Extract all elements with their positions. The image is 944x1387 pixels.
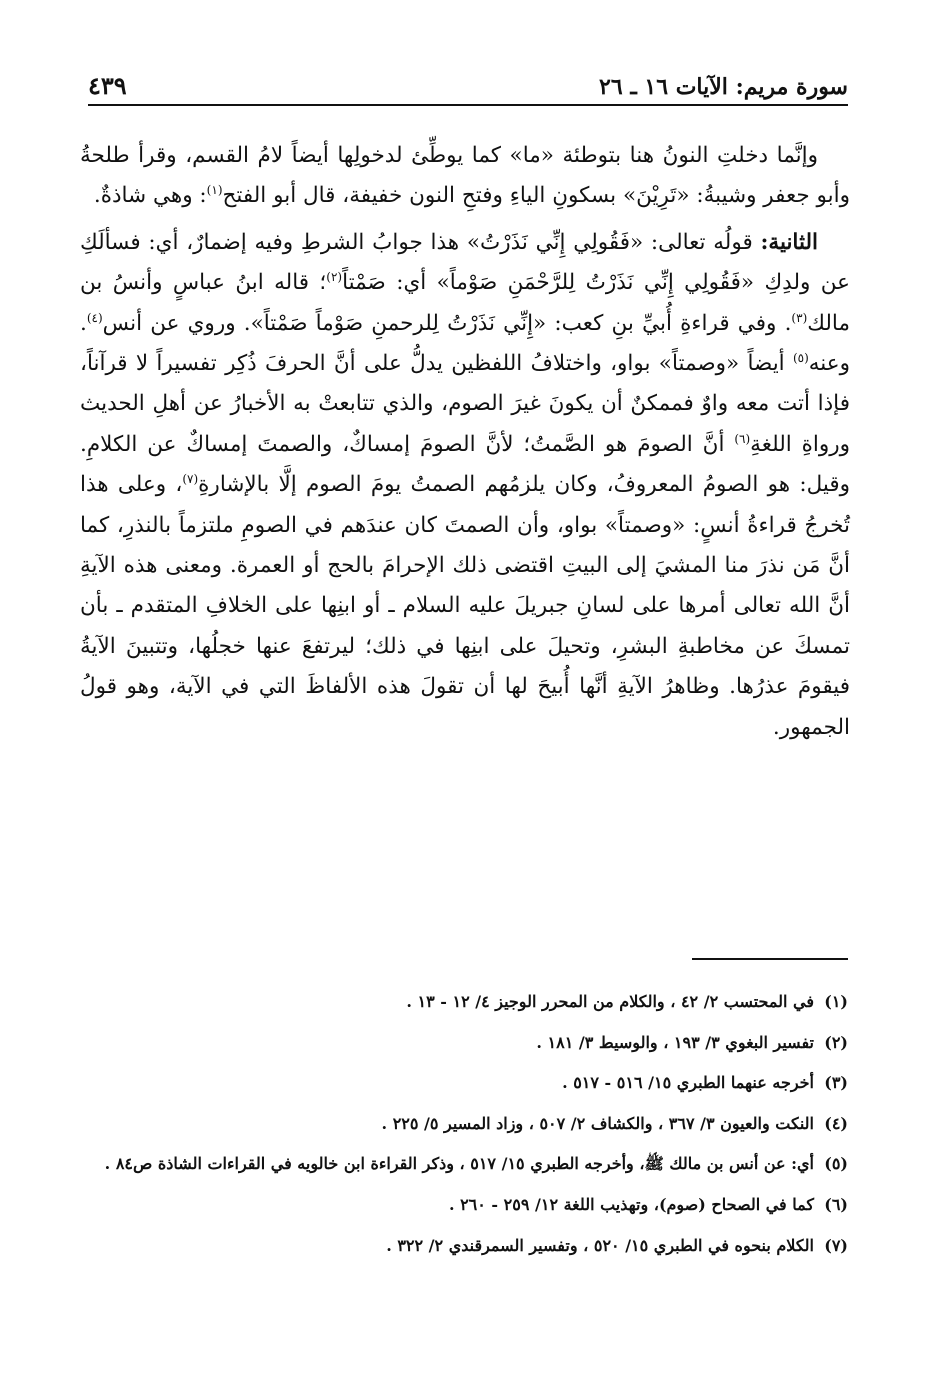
footnote-number: (٦) <box>824 1194 848 1214</box>
footnote-ref[interactable]: (٢) <box>326 270 343 285</box>
header-divider <box>88 104 848 106</box>
footnote-item <box>70 1148 848 1180</box>
footnote-ref[interactable]: (١) <box>206 183 223 198</box>
paragraph-1 <box>80 136 850 217</box>
paragraph-2 <box>80 223 850 748</box>
footnote-number: (٢) <box>824 1032 848 1052</box>
paragraph-text: أنَّ الصومَ هو الصَّمتُ؛ لأنَّ الصومَ إمساكٌ، والصمتَ إمساكٌ عن الكلامِ. وقيل: هو الصومُ المعروفُ، وكان يلزمُهم الصمتُ يومَ الصوم إلَّا بالإشارةِ <box>80 431 850 498</box>
paragraph-text: ؛ قاله ابنُ عباسٍ وأنسُ بن مالك <box>80 270 850 336</box>
footnote-text: أخرجه عنهما الطبري ١٥/ ٥١٦ - ٥١٧ . <box>562 1073 814 1093</box>
footnote-ref[interactable]: (٣) <box>791 310 808 325</box>
running-head: سورة مريم: الآيات ١٦ ـ ٢٦ <box>599 74 848 100</box>
footnote-text: في المحتسب ٢/ ٤٢ ، والكلام من المحرر الوجيز ٤/ ١٢ - ١٣ . <box>406 992 814 1011</box>
paragraph-text: : وهي شاذةٌ. <box>93 183 207 209</box>
footnote-text: النكت والعيون ٣/ ٣٦٧ ، والكشاف ٢/ ٥٠٧ ، وزاد المسير ٥/ ٢٢٥ . <box>381 1113 814 1133</box>
page-header <box>88 62 848 100</box>
footnote-item <box>70 1027 848 1059</box>
footnote-text: أي: عن أنس بن مالك ﷺ، وأخرجه الطبري ١٥/ ٥١٧ ، وذكر القراءة ابن خالويه في القراءات الشاذة ص٨٤ . <box>104 1154 814 1174</box>
footnote-ref[interactable]: (٤) <box>86 310 103 325</box>
footnote-ref[interactable]: (٧) <box>182 472 199 487</box>
paragraph-text: . وفي قراءةِ أُبيِّ بنِ كعب: «إِنِّي نَذَرْتُ لِلرحمنِ صَوْماً صَمْتاً». وروي عن أنس <box>102 310 792 336</box>
footnote-item <box>70 986 848 1018</box>
footnote-ref[interactable]: (٦) <box>734 431 751 446</box>
footnote-text: تفسير البغوي ٣/ ١٩٣ ، والوسيط ٣/ ١٨١ . <box>536 1032 814 1052</box>
footnote-number: (٧) <box>824 1235 848 1255</box>
paragraph-text: قولُه تعالى: «فَقُولِي إِنِّي نَذَرْتُ» هذا جوابُ الشرطِ وفيه إضمارٌ، أي: فسألَكِ عن ولدِكِ «فَقُولِي إِنِّي نَذَرْتُ لِلرَّحْمَنِ صَوْماً» أي: صَمْتاً <box>80 229 850 296</box>
footnote-text: كما في الصحاح (صوم)، وتهذيب اللغة ١٢/ ٢٥٩ - ٢٦٠ . <box>448 1194 814 1214</box>
paragraph-text: أيضاً «وصمتاً» بواو، واختلافُ اللفظين يدلُّ على أنَّ الحرفَ ذُكِر تفسيراً لا قرآناً، فإذا أتت معه واوٌ فممكنٌ أن يكونَ غيرَ الصوم، والذي تتابعتْ به الأخبارُ عن أهلِ الحديث ورواةِ اللغةِ <box>80 351 850 457</box>
footnote-item <box>70 1230 848 1262</box>
footnote-item <box>70 1108 848 1140</box>
paragraph-text: . وعنه <box>80 310 850 377</box>
footnotes <box>70 986 848 1270</box>
footnote-number: (٥) <box>824 1154 848 1174</box>
paragraph-text: وإنَّما دخلتِ النونُ هنا بتوطئة «ما» كما يوطِّئ لدخولِها أيضاً لامُ القسم، وقرأ طلحةُ وأبو جعفر وشيبةُ: «تَرِيْنَ» بسكونِ الياءِ وفتحِ النون خفيفة، قال أبو الفتح <box>80 143 850 209</box>
footnote-item <box>70 1189 848 1221</box>
paragraph-text: ، وعلى هذا تُخرجُ قراءةُ أنسٍ: «وصمتاً» بواو، وأن الصمتَ كان عندَهم في الصومِ ملتزماً بالنذرِ، كما أنَّ مَن نذرَ منا المشيَ إلى البيتِ اقتضى ذلك الإحرامَ بالحج أو العمرة. ومعنى هذه الآيةِ أنَّ الله تعالى أمرها على لسانِ جبريلَ عليه السلام ـ أو ابنِها على الخلافِ المتقدم ـ بأن تمسكَ عن مخاطبةِ البشرِ، وتحيلَ على ابنِها في ذلك؛ ليرتفعَ عنها خجلُها، وتتبينَ الآيةُ فيقومَ عذرُها. وظاهرُ الآيةِ أنَّها أُبيحَ لها أن تقولَ هذه الألفاظَ التي في الآية، وهو قولُ الجمهور. <box>80 472 850 740</box>
footnote-item <box>70 1067 848 1099</box>
footnote-text: الكلام بنحوه في الطبري ١٥/ ٥٢٠ ، وتفسير السمرقندي ٢/ ٣٢٢ . <box>386 1235 814 1255</box>
footnote-number: (٤) <box>824 1113 848 1133</box>
main-text <box>80 136 850 748</box>
footnote-ref[interactable]: (٥) <box>792 350 809 365</box>
footnote-number: (١) <box>824 992 848 1011</box>
footnote-number: (٣) <box>824 1073 848 1093</box>
footnote-divider <box>692 958 848 960</box>
section-lead: الثانية: <box>760 229 818 255</box>
page-number: ٤٣٩ <box>88 71 127 100</box>
